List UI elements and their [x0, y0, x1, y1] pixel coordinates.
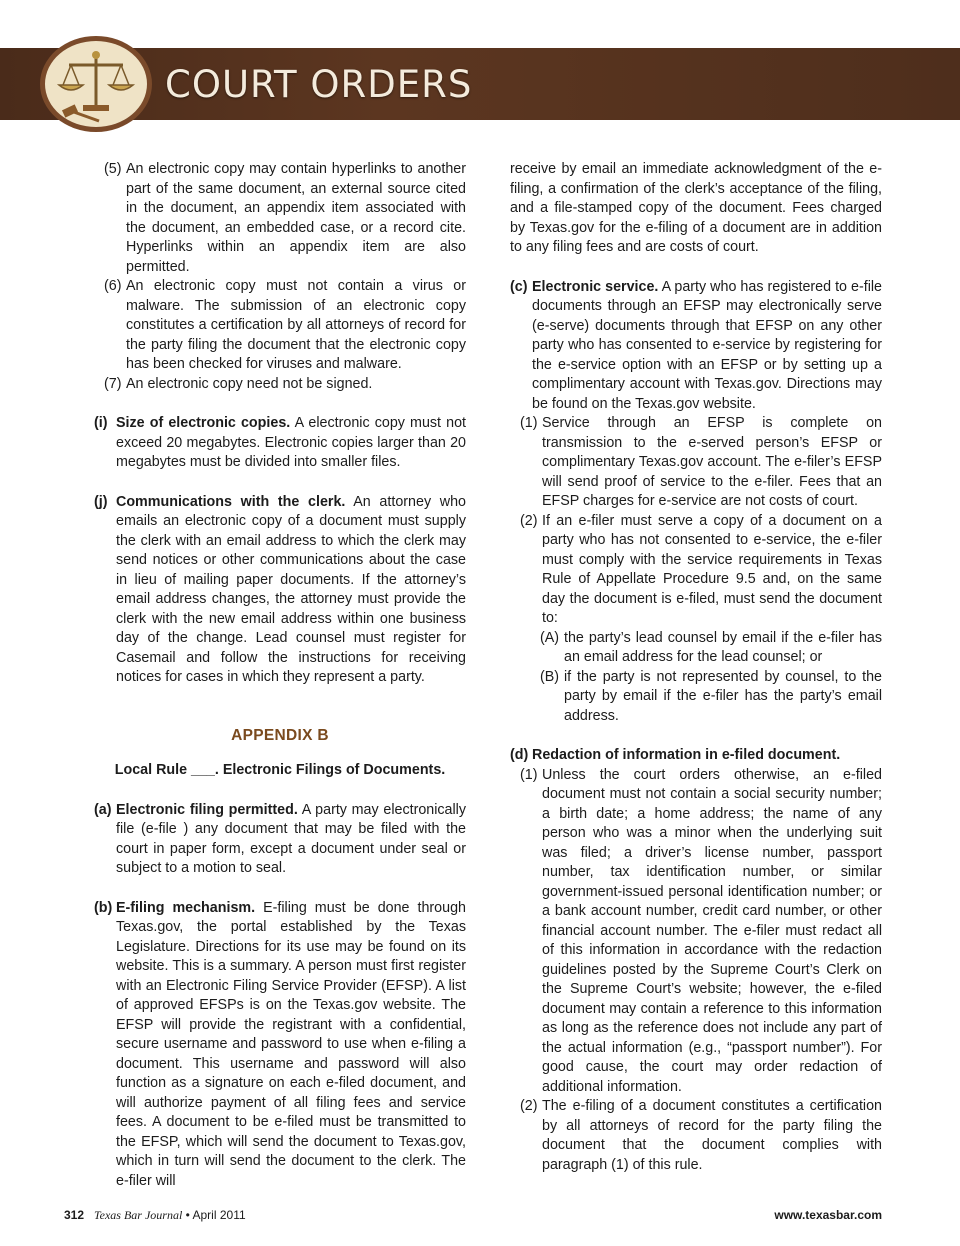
page-footer [64, 1208, 882, 1223]
section-heading: E-filing mechanism. [116, 899, 256, 916]
issue-date: April 2011 [192, 1208, 246, 1222]
list-item: (2) The e-filing of a document constitutes a certification by all attorneys of record for the party filing the document that the document complies with paragraph (1) of this rule. [520, 1098, 882, 1173]
section-c: (c) Electronic service. A party who has registered to e-file documents through an EFSP may electronically serve (e-serve) documents through that EFSP on any other party who has consented to e-service by registering for the e-service option with an EFSP or by setting up a complimentary account with Texas.gov. Directions may be found on the Texas.gov website. [510, 278, 882, 412]
section-heading: Redaction of information in e-filed document. [532, 747, 841, 763]
journal-name: Texas Bar Journal [94, 1208, 183, 1222]
list-item: (1) Unless the court orders otherwise, an e-filed document must not contain a social security number; a birth date; a home address; the name of any person who was a minor when the underlying suit was filed; a driver’s license number, passport number, tax identification number, or similar government-issued personal identification number; or a bank account number, credit card number, or other financial account number. The e-filer must redact all of this information in accordance with the redaction guidelines posted by the Supreme Court’s Clerk on the Supreme Court’s website; however, the e-filed document may contain a reference to this information as long as the reference does not include any part of the actual information (e.g., “passport number”). For good cause, the court may order redaction of additional information. [520, 766, 882, 1095]
section-d: (d) Redaction of information in e-filed document. [510, 747, 841, 763]
scales-of-justice-icon [40, 36, 152, 132]
list-item: (A) the party’s lead counsel by email if the e-filer has an email address for the lead counsel; or [540, 629, 882, 665]
page-section-title: COURT ORDERS [165, 63, 473, 106]
section-heading: Electronic filing permitted. [116, 801, 298, 818]
section-a: (a) Electronic filing permitted. A party may electronically file (e-file ) any document that may be filed with the court in paper form, except a document under seal or subject to a motion to seal. [94, 801, 467, 876]
list-item: (2) If an e-filer must serve a copy of a document on a party who has not consented to e-service, the e-filer must comply with the service requirements in Texas Rule of Appellate Procedure 9.5 and, on the same day the document is e-filed, must send the document to: [520, 512, 882, 626]
section-heading: Communications with the clerk. [116, 493, 346, 510]
list-item: (7) An electronic copy need not be signed. [104, 375, 373, 392]
left-column [94, 160, 466, 1191]
continuation-paragraph: receive by email an immediate acknowledgment of the e-filing, a confirmation of the clerk’s acceptance of the filing, and a file-stamped copy of the document. Fees charged by Texas.gov for the e-filing of a document are in addition to any filing fees and are costs of court. [510, 161, 882, 255]
section-j: (j) Communications with the clerk. An attorney who emails an electronic copy of a document must supply the clerk with an email address to which the clerk may send notices or other communications about the case in lieu of mailing paper documents. If the attorney’s email address changes, the attorney must provide the clerk with the new email address within one business day of the change. Lead counsel must register for Casemail and follow the instructions for receiving notices for cases in which they represent a party. [94, 493, 466, 685]
list-item: (6) An electronic copy must not contain a virus or malware. The submission of an electronic copy constitutes a certification by all attorneys of record for the party filing the document that the electronic copy has been checked for viruses and malware. [104, 278, 466, 372]
section-i: (i) Size of electronic copies. A electronic copy must not exceed 20 megabytes. Electronic copies larger than 20 megabytes must be divided into smaller files. [94, 415, 467, 470]
footer-separator: • [185, 1208, 190, 1222]
list-item: (1) Service through an EFSP is complete on transmission to the e-served person’s EFSP or complimentary Texas.gov account. The e-filer’s EFSP will send proof of service to the e-filer. Fees that an EFSP charges for e-service are not costs of court. [520, 415, 882, 509]
appendix-title: APPENDIX B [231, 726, 329, 744]
website-url: www.texasbar.com [774, 1208, 882, 1222]
section-heading: Size of electronic copies. [116, 415, 291, 431]
list-item: (B) if the party is not represented by counsel, to the party by email if the e-filer has the party’s email address. [540, 668, 882, 724]
local-rule-title: Local Rule ___. Electronic Filings of Documents. [114, 762, 446, 778]
section-b: (b) E-filing mechanism. E-filing must be done through Texas.gov, the portal established by the Texas Legislature. Directions for its use may be found on its website. This is a summary. A person must first register with an Electronic Filing Service Provider (EFSP). A list of approved EFSPs is on the Texas.gov website. The EFSP will provide the registrant with a confidential, secure username and password to use when e-filing a document. This username and password will also function as a signature on each e-filed document, and will authorize payment of all filing fees and service fees. A document to be e-filed must be transmitted to the EFSP, which will send the document to Texas.gov, which in turn will send the document to the clerk. The e-filer will [94, 899, 466, 1189]
page-number: 312 [64, 1208, 85, 1222]
section-heading: Electronic service. [532, 278, 659, 295]
list-item: (5) An electronic copy may contain hyperlinks to another part of the same document, an external source cited in the document, an appendix item associated with the document, an embedded case, or a record cite. Hyperlinks within an appendix item are also permitted. [104, 161, 466, 275]
right-column [510, 160, 882, 1175]
